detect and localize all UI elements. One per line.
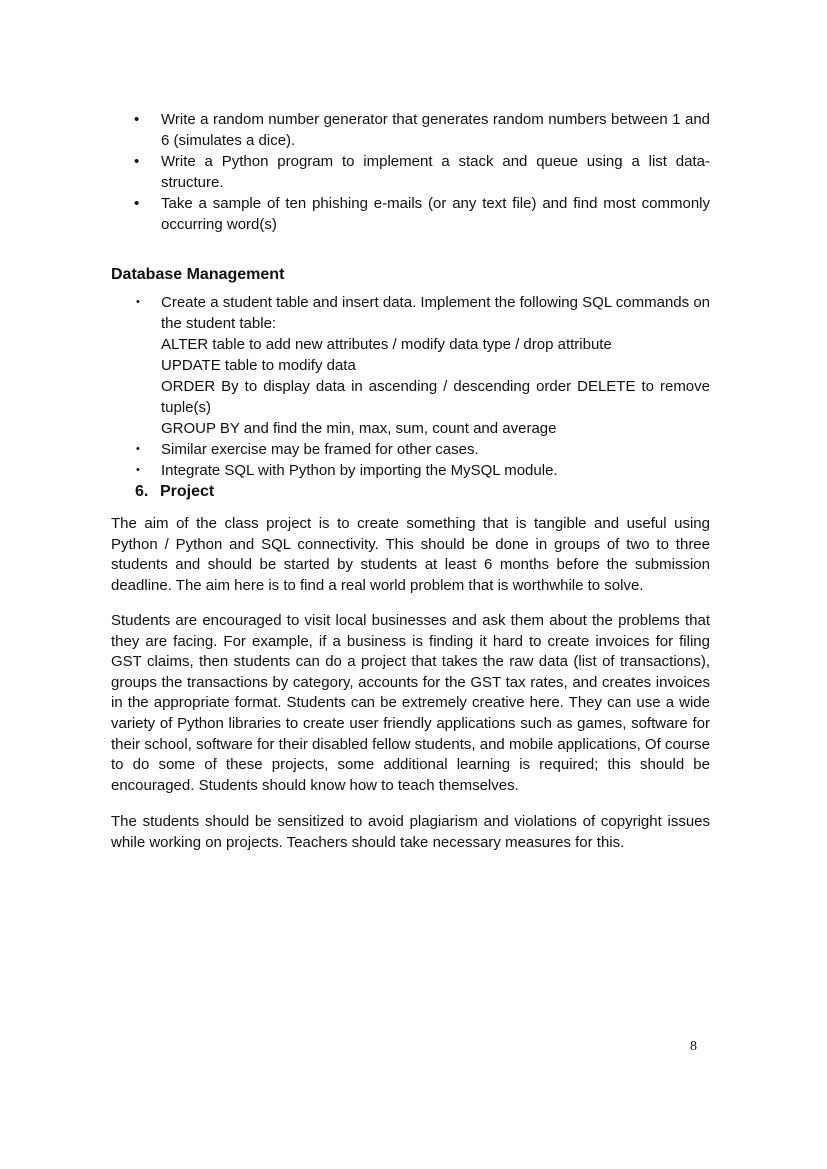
- database-exercise-list: [0, 292, 710, 481]
- bullet-icon: •: [134, 153, 140, 170]
- list-item: • Write a Python program to implement a stack and queue using a list data-structure.: [134, 153, 710, 191]
- list-item: • Write a random number generator that generates random numbers between 1 and 6 (simulates a dice).: [134, 111, 710, 149]
- bullet-icon: •: [136, 464, 140, 476]
- list-item: [136, 292, 710, 439]
- programming-exercise-list: [0, 109, 710, 235]
- bullet-icon: •: [134, 111, 140, 128]
- project-heading: [135, 482, 214, 502]
- project-paragraph-plagiarism: The students should be sensitized to avoid plagiarism and violations of copyright issues while working on projects. Teachers should take necessary measures for this.: [111, 813, 710, 851]
- bullet-icon: •: [134, 195, 140, 212]
- sql-intro-text: Create a student table and insert data. Implement the following SQL commands on the student table:: [161, 294, 710, 332]
- sql-group-text: GROUP BY and find the min, max, sum, count and average: [161, 420, 557, 437]
- project-paragraph-businesses: Students are encouraged to visit local businesses and ask them about the problems that they are facing. For example, if a business is finding it hard to create invoices for filing GST claims, then students can do a project that takes the raw data (list of transactions), groups the transactions by category, accounts for the GST tax rates, and creates invoices in the appropriate format. Students can be extremely creative here. They can use a wide variety of Python libraries to create user friendly applications such as games, software for their school, software for their disabled fellow students, and mobile applications, Of course to do some of these projects, some additional learning is required; this should be encouraged. Students should know how to teach themselves.: [111, 612, 710, 794]
- bullet-icon: •: [136, 443, 140, 455]
- bullet-icon: •: [136, 296, 140, 308]
- sql-alter-text: ALTER table to add new attributes / modify data type / drop attribute: [161, 336, 612, 353]
- list-item: • Take a sample of ten phishing e-mails (or any text file) and find most commonly occurring word(s): [134, 195, 710, 233]
- section-title: Project: [160, 483, 215, 500]
- list-item: • Integrate SQL with Python by importing the MySQL module.: [136, 462, 558, 479]
- project-paragraph-aim: The aim of the class project is to create something that is tangible and useful using Python / Python and SQL connectivity. This should be done in groups of two to three students and should be started by students at least 6 months before the submission deadline. The aim here is to find a real world problem that is worthwhile to solve.: [111, 515, 710, 594]
- sql-update-text: UPDATE table to modify data: [161, 357, 356, 374]
- sql-order-text: ORDER By to display data in ascending / descending order DELETE to remove tuple(s): [161, 378, 710, 416]
- section-number: 6.: [135, 483, 149, 500]
- list-item: • Similar exercise may be framed for other cases.: [136, 441, 479, 458]
- page-number: 8: [690, 1039, 697, 1054]
- database-heading: Database Management: [111, 266, 285, 283]
